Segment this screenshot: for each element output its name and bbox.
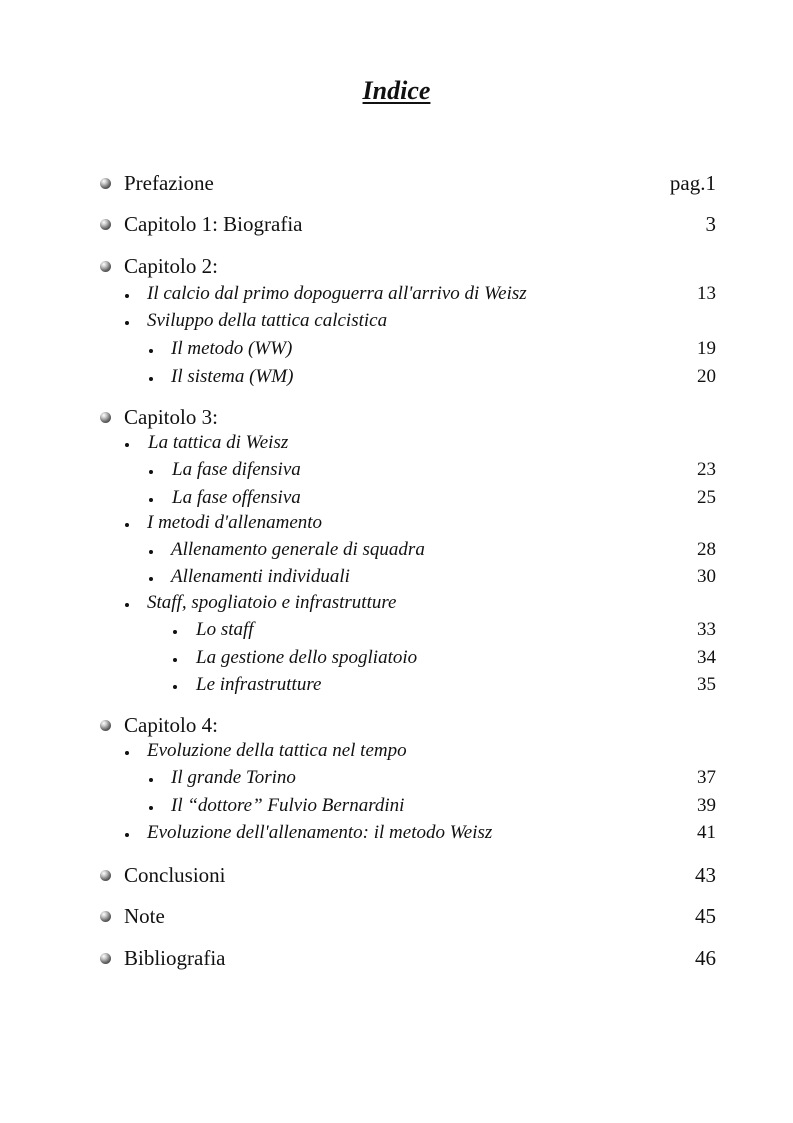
toc-entry-capitolo-4[interactable] [100, 713, 716, 739]
toc-page-number: 35 [697, 674, 716, 695]
toc-page-number: 25 [697, 487, 716, 508]
toc-page-number: 45 [695, 904, 716, 928]
toc-entry-label: Capitolo 4: [124, 713, 218, 737]
bullet-dot-icon [149, 806, 153, 810]
toc-entry-label: Il grande Torino [171, 767, 296, 788]
sphere-bullet-icon [100, 412, 111, 423]
bullet-dot-icon [125, 294, 129, 298]
toc-subentry[interactable] [148, 539, 716, 565]
sphere-bullet-icon [100, 261, 111, 272]
toc-entry-label: Il metodo (WW) [171, 338, 293, 359]
toc-subentry[interactable] [148, 366, 716, 392]
toc-entry-label: Evoluzione dell'allenamento: il metodo Weisz [147, 822, 493, 843]
bullet-dot-icon [173, 630, 177, 634]
sphere-bullet-icon [100, 219, 111, 230]
toc-subentry[interactable] [148, 566, 716, 592]
toc-entry-label: Le infrastrutture [196, 674, 322, 695]
toc-page-number: 30 [697, 566, 716, 587]
toc-entry-bibliografia[interactable] [100, 946, 716, 972]
toc-entry-label: La gestione dello spogliatoio [196, 647, 418, 668]
toc-page-number: 46 [695, 946, 716, 970]
toc-entry-label: Il “dottore” Fulvio Bernardini [171, 795, 405, 816]
bullet-dot-icon [149, 778, 153, 782]
toc-subentry[interactable] [124, 432, 716, 458]
toc-entry-label: La tattica di Weisz [148, 432, 289, 453]
toc-entry-capitolo-3[interactable] [100, 405, 716, 431]
toc-entry-label: Bibliografia [124, 946, 226, 970]
bullet-dot-icon [125, 443, 129, 447]
toc-entry-capitolo-1[interactable] [100, 212, 716, 238]
toc-subentry[interactable] [124, 740, 716, 766]
toc-page-number: 43 [695, 863, 716, 887]
bullet-dot-icon [149, 498, 153, 502]
bullet-dot-icon [149, 577, 153, 581]
toc-subentry[interactable] [148, 767, 716, 793]
toc-subentry[interactable] [148, 459, 716, 485]
sphere-bullet-icon [100, 953, 111, 964]
bullet-dot-icon [125, 603, 129, 607]
toc-page-number: 13 [697, 283, 716, 304]
toc-entry-label: La fase difensiva [172, 459, 301, 480]
toc-subentry[interactable] [124, 822, 716, 848]
toc-page-number: pag.1 [669, 171, 716, 195]
toc-page-number: 34 [697, 647, 716, 668]
sphere-bullet-icon [100, 178, 111, 189]
sphere-bullet-icon [100, 720, 111, 731]
toc-entry-label: Il calcio dal primo dopoguerra all'arrivo di Weisz [147, 283, 527, 304]
toc-entry-note[interactable] [100, 904, 716, 930]
toc-page-number: 37 [697, 767, 716, 788]
toc-page-number: 23 [697, 459, 716, 480]
toc-subentry[interactable] [124, 512, 716, 538]
toc-subentry[interactable] [124, 592, 716, 618]
toc-page-number: 28 [697, 539, 716, 560]
toc-entry-capitolo-2[interactable] [100, 254, 716, 280]
toc-entry-label: Capitolo 1: Biografia [124, 212, 303, 236]
sphere-bullet-icon [100, 870, 111, 881]
toc-entry-label: Il sistema (WM) [171, 366, 294, 387]
toc-subentry[interactable] [124, 310, 716, 336]
toc-entry-label: Conclusioni [124, 863, 226, 887]
page-title: Indice [362, 76, 431, 105]
toc-subentry[interactable] [172, 619, 716, 645]
bullet-dot-icon [149, 349, 153, 353]
bullet-dot-icon [125, 523, 129, 527]
toc-page-number: 33 [697, 619, 716, 640]
toc-entry-prefazione[interactable] [100, 171, 716, 197]
toc-subentry[interactable] [148, 338, 716, 364]
toc-subentry[interactable] [172, 647, 716, 673]
toc-entry-label: La fase offensiva [172, 487, 301, 508]
toc-entry-label: Evoluzione della tattica nel tempo [147, 740, 407, 761]
toc-entry-label: Staff, spogliatoio e infrastrutture [147, 592, 397, 613]
toc-entry-label: Allenamenti individuali [171, 566, 350, 587]
bullet-dot-icon [125, 833, 129, 837]
toc-entry-label: Prefazione [124, 171, 214, 195]
bullet-dot-icon [125, 751, 129, 755]
bullet-dot-icon [173, 658, 177, 662]
toc-entry-label: Capitolo 3: [124, 405, 218, 429]
toc-subentry[interactable] [148, 487, 716, 513]
bullet-dot-icon [125, 321, 129, 325]
toc-subentry[interactable] [124, 283, 716, 309]
toc-entry-label: I metodi d'allenamento [147, 512, 323, 533]
toc-entry-label: Sviluppo della tattica calcistica [147, 310, 388, 331]
toc-page-number: 41 [697, 822, 716, 843]
toc-subentry[interactable] [172, 674, 716, 700]
toc-entry-conclusioni[interactable] [100, 863, 716, 889]
sphere-bullet-icon [100, 911, 111, 922]
toc-entry-label: Allenamento generale di squadra [171, 539, 425, 560]
toc-page-number: 3 [705, 212, 716, 236]
toc-subentry[interactable] [148, 795, 716, 821]
bullet-dot-icon [173, 685, 177, 689]
toc-page-number: 39 [697, 795, 716, 816]
toc-entry-label: Capitolo 2: [124, 254, 218, 278]
toc-page-number: 20 [697, 366, 716, 387]
toc-page-number: 19 [697, 338, 716, 359]
bullet-dot-icon [149, 377, 153, 381]
toc-entry-label: Note [124, 904, 165, 928]
bullet-dot-icon [149, 470, 153, 474]
bullet-dot-icon [149, 550, 153, 554]
toc-entry-label: Lo staff [196, 619, 254, 640]
